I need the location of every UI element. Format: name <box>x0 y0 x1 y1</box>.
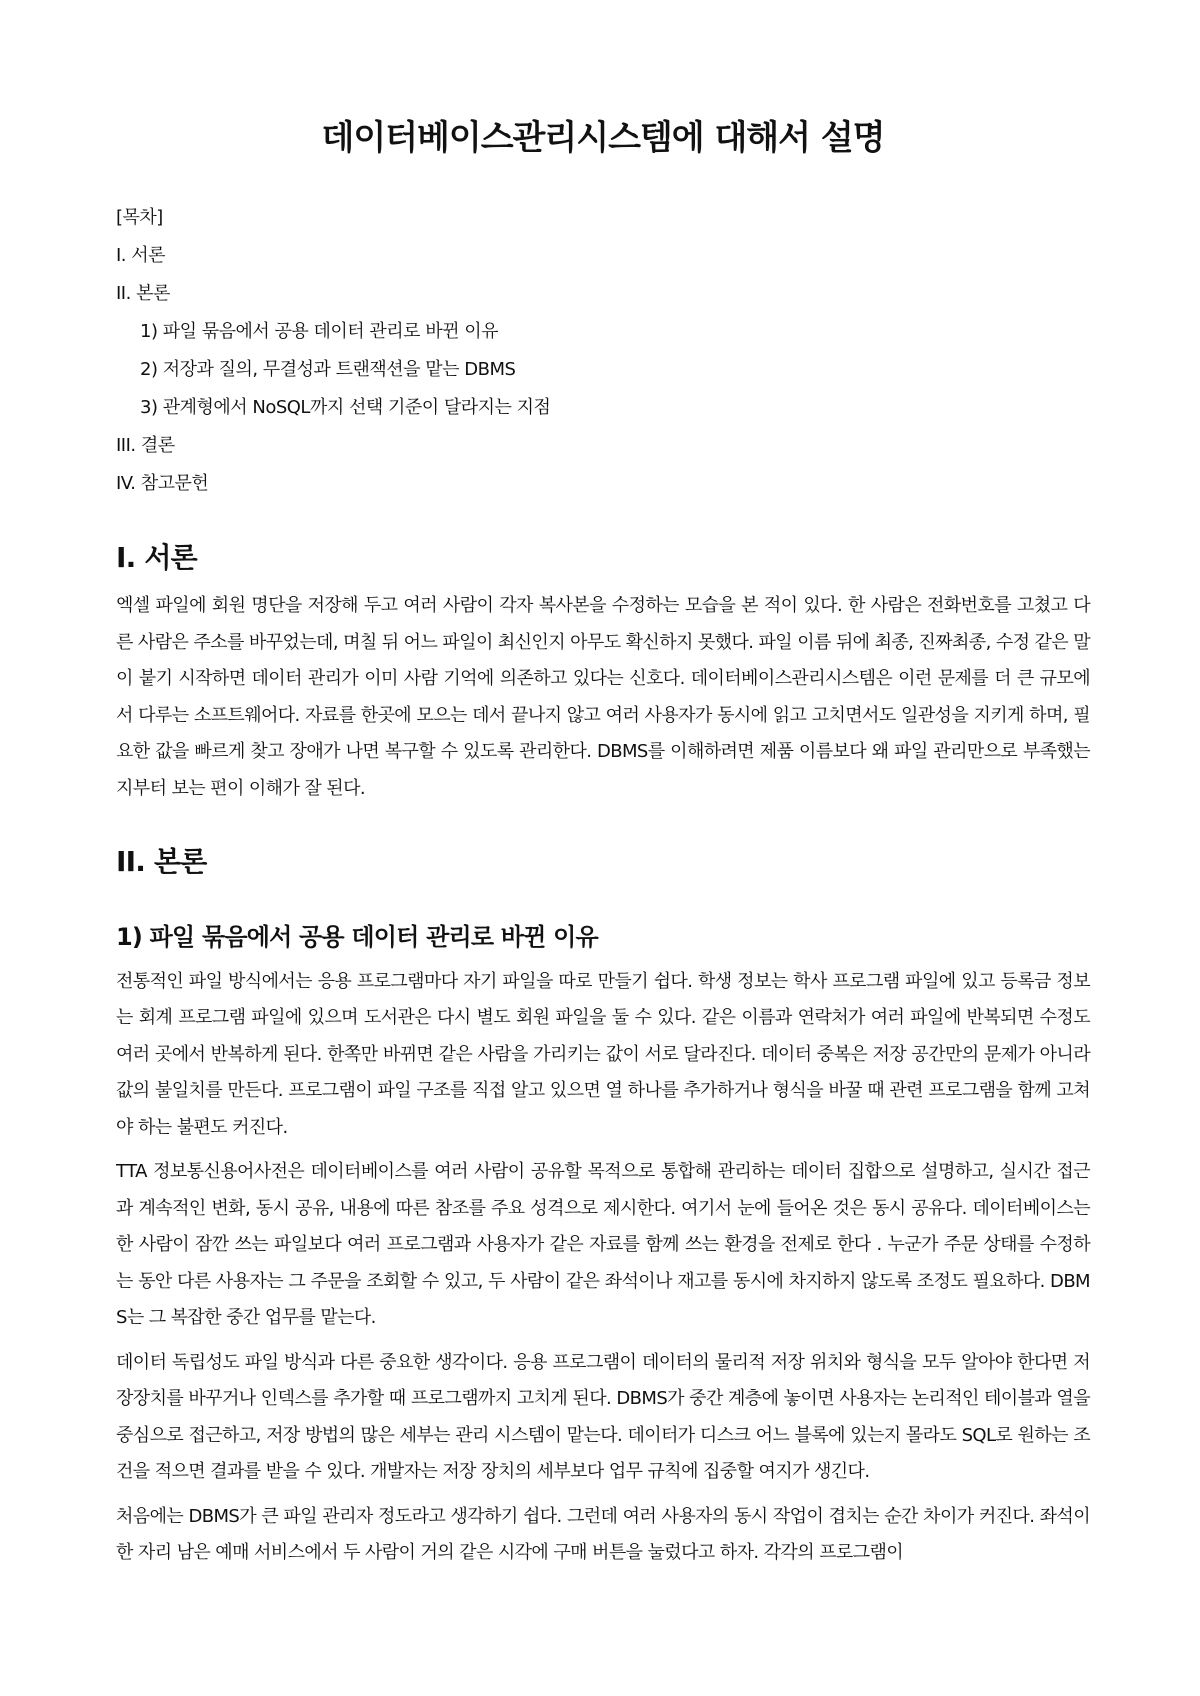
body-paragraph: 전통적인 파일 방식에서는 응용 프로그램마다 자기 파일을 따로 만들기 쉽다. 학생 정보는 학사 프로그램 파일에 있고 등록금 정보는 회계 프로그램 파일에 있으며 도서관은 다시 별도 회원 파일을 둘 수 있다. 같은 이름과 연락처가 여러 파일에 반복되면 수정도 여러 곳에서 반복하게 된다. 한쪽만 바뀌면 같은 사람을 가리키는 값이 서로 달라진다. 데이터 중복은 저장 공간만의 문제가 아니라 값의 불일치를 만든다. 프로그램이 파일 구조를 직접 알고 있으면 열 하나를 추가하거나 형식을 바꿀 때 관련 프로그램을 함께 고쳐야 하는 불편도 커진다. <box>116 970 1090 1138</box>
toc-heading: [목차] <box>116 206 163 228</box>
document-title: 데이터베이스관리시스템에 대해서 설명 <box>321 118 885 158</box>
body-paragraph: 처음에는 DBMS가 큰 파일 관리자 정도라고 생각하기 쉽다. 그런데 여러 사용자의 동시 작업이 겹치는 순간 차이가 커진다. 좌석이 한 자리 남은 예매 서비스에서 두 사람이 거의 같은 시각에 구매 버튼을 눌렀다고 하자. 각각의 프로그램이 <box>116 1505 1090 1564</box>
toc-item-conclusion: III. 결론 <box>116 434 175 456</box>
toc-item-body: II. 본론 <box>116 282 170 304</box>
section-heading-body: II. 본론 <box>116 845 207 879</box>
toc-item-references: IV. 참고문헌 <box>116 472 209 494</box>
intro-paragraph: 엑셀 파일에 회원 명단을 저장해 두고 여러 사람이 각자 복사본을 수정하는 모습을 본 적이 있다. 한 사람은 전화번호를 고쳤고 다른 사람은 주소를 바꾸었는데, 며칠 뒤 어느 파일이 최신인지 아무도 확신하지 못했다. 파일 이름 뒤에 최종, 진짜최종, 수정 같은 말이 붙기 시작하면 데이터 관리가 이미 사람 기억에 의존하고 있다는 신호다. 데이터베이스관리시스템은 이런 문제를 더 큰 규모에서 다루는 소프트웨어다. 자료를 한곳에 모으는 데서 끝나지 않고 여러 사용자가 동시에 읽고 고치면서도 일관성을 지키게 하며, 필요한 값을 빠르게 찾고 장애가 나면 복구할 수 있도록 관리한다. DBMS를 이해하려면 제품 이름보다 왜 파일 관리만으로 부족했는지부터 보는 편이 이해가 잘 된다. <box>116 595 1090 799</box>
body-paragraph: TTA 정보통신용어사전은 데이터베이스를 여러 사람이 공유할 목적으로 통합해 관리하는 데이터 집합으로 설명하고, 실시간 접근과 계속적인 변화, 동시 공유, 내용에 따른 참조를 주요 성격으로 제시한다. 여기서 눈에 들어온 것은 동시 공유다. 데이터베이스는 한 사람이 잠깐 쓰는 파일보다 여러 프로그램과 사용자가 같은 자료를 함께 쓰는 환경을 전제로 한다 . 누군가 주문 상태를 수정하는 동안 다른 사용자는 그 주문을 조회할 수 있고, 두 사람이 같은 좌석이나 재고를 동시에 차지하지 않도록 조정도 필요하다. DBMS는 그 복잡한 중간 업무를 맡는다. <box>116 1161 1090 1329</box>
subsection-heading-1: 1) 파일 묶음에서 공용 데이터 관리로 바뀐 이유 <box>116 922 598 951</box>
toc-subitem-2: 2) 저장과 질의, 무결성과 트랜잭션을 맡는 DBMS <box>140 358 516 380</box>
section-heading-intro: I. 서론 <box>116 540 197 574</box>
toc-item-intro: I. 서론 <box>116 244 166 266</box>
body-paragraph: 데이터 독립성도 파일 방식과 다른 중요한 생각이다. 응용 프로그램이 데이터의 물리적 저장 위치와 형식을 모두 알아야 한다면 저장장치를 바꾸거나 인덱스를 추가할 때 프로그램까지 고치게 된다. DBMS가 중간 계층에 놓이면 사용자는 논리적인 테이블과 열을 중심으로 접근하고, 저장 방법의 많은 세부는 관리 시스템이 맡는다. 데이터가 디스크 어느 블록에 있는지 몰라도 SQL로 원하는 조건을 적으면 결과를 받을 수 있다. 개발자는 저장 장치의 세부보다 업무 규칙에 집중할 여지가 생긴다. <box>116 1351 1090 1483</box>
toc-subitem-1: 1) 파일 묶음에서 공용 데이터 관리로 바뀐 이유 <box>140 320 499 342</box>
table-of-contents <box>116 199 1090 503</box>
toc-subitem-3: 3) 관계형에서 NoSQL까지 선택 기준이 달라지는 지점 <box>140 396 551 418</box>
